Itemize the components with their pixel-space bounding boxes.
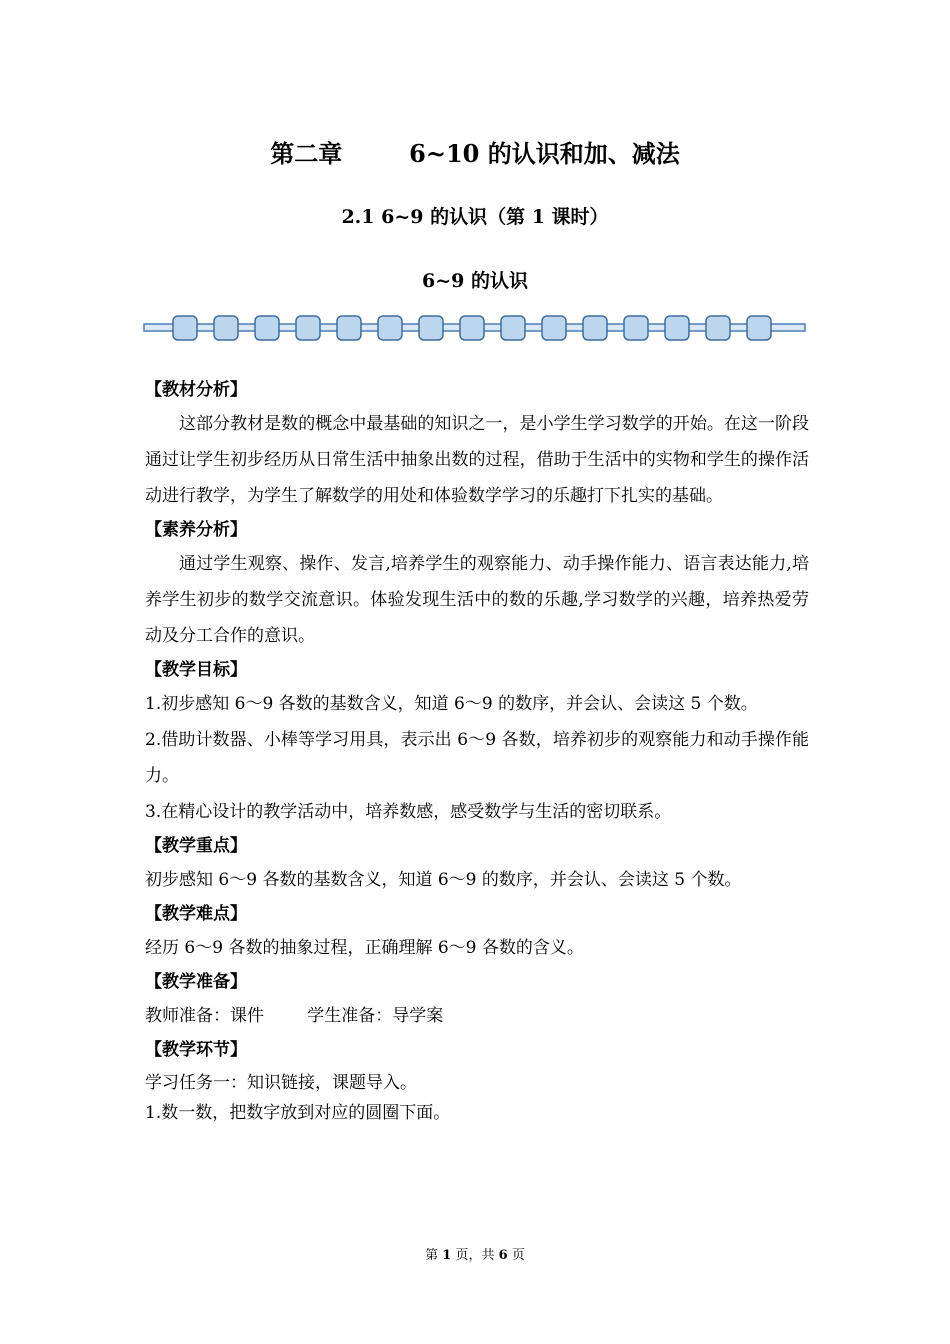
divider-bead <box>378 316 402 340</box>
key-points-text: 初步感知 6～9 各数的基数含义，知道 6～9 的数序，并会认、会读这 5 个数。 <box>145 870 742 890</box>
difficulty-heading: 【教学难点】 <box>145 904 247 924</box>
chapter-title: 第二章 6~10 的认识和加、减法 <box>270 139 680 168</box>
divider-bead <box>624 316 648 340</box>
footer-page-total: 6 <box>498 1248 508 1263</box>
divider-bead <box>501 316 525 340</box>
literacy-text: 通过学生观察、操作、发言,培养学生的观察能力、动手操作能力、语言表达能力,培养学生初步的数学交流意识。体验发现生活中的数的乐趣,学习数学的兴趣，培养热爱劳动及分工合作的意识。 <box>145 554 809 646</box>
footer-page-number: 1 <box>442 1248 452 1263</box>
process-heading: 【教学环节】 <box>145 1040 247 1060</box>
divider-bead <box>419 316 443 340</box>
literacy-heading: 【素养分析】 <box>145 520 247 540</box>
goal-item: 2.借助计数器、小棒等学习用具，表示出 6～9 各数，培养初步的观察能力和动手操作能力。 <box>145 730 809 786</box>
goals-heading: 【教学目标】 <box>145 660 247 680</box>
topic-title: 6~9 的认识 <box>422 270 528 292</box>
divider-bead <box>214 316 238 340</box>
divider-bead <box>747 316 771 340</box>
preparation-heading: 【教学准备】 <box>145 972 247 992</box>
lesson-content <box>145 374 809 1128</box>
divider-bead <box>255 316 279 340</box>
analysis-text: 这部分教材是数的概念中最基础的知识之一，是小学生学习数学的开始。在这一阶段通过让学生初步经历从日常生活中抽象出数的过程，借助于生活中的实物和学生的操作活动进行教学，为学生了解数学的用处和体验数学学习的乐趣打下扎实的基础。 <box>145 414 809 506</box>
process-line: 学习任务一：知识链接，课题导入。 <box>145 1073 417 1093</box>
page-footer <box>0 1244 950 1263</box>
footer-suffix: 页 <box>511 1248 525 1263</box>
bead-divider <box>143 314 806 342</box>
divider-bead <box>665 316 689 340</box>
key-points-heading: 【教学重点】 <box>145 836 247 856</box>
divider-bead <box>337 316 361 340</box>
footer-middle: 页，共 <box>455 1248 495 1263</box>
process-line: 1.数一数，把数字放到对应的圆圈下面。 <box>145 1103 451 1123</box>
divider-bead <box>542 316 566 340</box>
analysis-heading: 【教材分析】 <box>145 380 247 400</box>
goal-item: 3.在精心设计的教学活动中，培养数感，感受数学与生活的密切联系。 <box>145 802 672 822</box>
preparation-text: 教师准备：课件 学生准备：导学案 <box>145 1006 444 1026</box>
divider-bead <box>296 316 320 340</box>
goal-item: 1.初步感知 6～9 各数的基数含义，知道 6～9 的数序，并会认、会读这 5 个数。 <box>145 694 758 714</box>
divider-bead <box>460 316 484 340</box>
divider-bead <box>173 316 197 340</box>
divider-bead <box>706 316 730 340</box>
difficulty-text: 经历 6～9 各数的抽象过程，正确理解 6～9 各数的含义。 <box>145 938 584 958</box>
footer-prefix: 第 <box>425 1248 439 1263</box>
lesson-title: 2.1 6~9 的认识（第 1 课时） <box>341 206 609 228</box>
divider-bead <box>583 316 607 340</box>
